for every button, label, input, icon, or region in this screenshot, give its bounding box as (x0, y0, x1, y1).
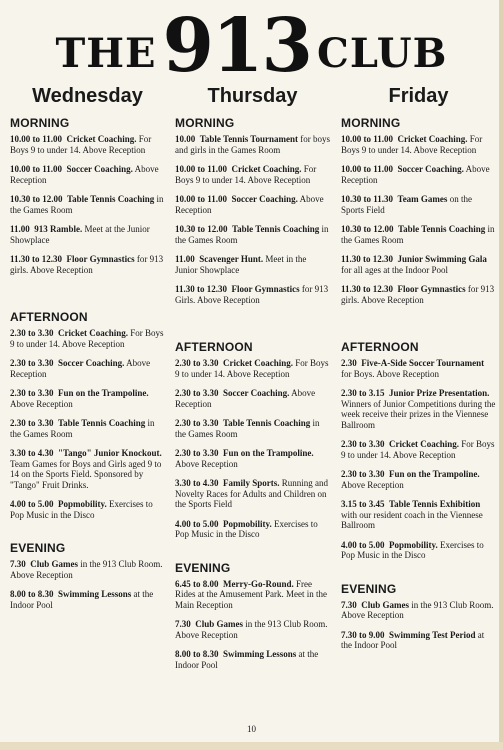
event-description: For Boys 9 to under 14. Above Reception (10, 134, 152, 155)
title-number: 913 (162, 3, 312, 90)
schedule-item (341, 194, 496, 215)
event-description: For Boys 9 to under 14. Above Reception (175, 358, 329, 379)
event-time: 10.00 to 11.00 (175, 194, 228, 204)
event-name: Cricket Coaching. (397, 134, 468, 144)
event-description: in the 913 Club Room. Above Reception (175, 619, 328, 640)
event-time: 2.30 to 3.30 (10, 358, 54, 368)
schedule-item (341, 358, 496, 379)
event-time: 10.00 to 11.00 (10, 164, 63, 174)
schedule-item (341, 254, 496, 275)
event-description: in the Games Room (10, 194, 164, 215)
schedule-item (175, 358, 330, 379)
schedule-item (175, 134, 330, 155)
event-description: Running and Novelty Races for Adults and Children on the Sports Field (175, 478, 329, 509)
schedule-item (175, 478, 330, 510)
event-name: Five-A-Side Soccer Tournament (361, 358, 485, 368)
schedule-item (175, 164, 330, 185)
event-description: Above Reception (341, 164, 490, 185)
day-column-thursday (175, 84, 330, 679)
schedule-item (10, 499, 165, 520)
day-column-wednesday (10, 84, 165, 619)
event-time: 2.30 to 3.30 (175, 448, 219, 458)
event-name: Fun on the Trampoline. (223, 448, 314, 458)
schedule-item (175, 649, 330, 670)
event-name: Soccer Coaching. (223, 388, 290, 398)
event-description: Free Rides at the Amusement Park. Meet in the Main Reception (175, 578, 327, 610)
event-description: in the 913 Club Room. Above Reception (10, 559, 163, 580)
schedule-item (10, 418, 165, 439)
schedule-item (175, 418, 330, 439)
event-name: Floor Gymnastics (397, 284, 466, 294)
event-time: 3.30 to 4.30 (175, 478, 219, 488)
event-description: for 913 Girls. Above Reception (175, 284, 329, 305)
section-heading: AFTERNOON (10, 310, 88, 324)
event-time: 3.30 to 4.30 (10, 448, 54, 458)
event-description: for Boys. Above Reception (341, 368, 439, 379)
event-time: 10.00 to 11.00 (175, 164, 228, 174)
schedule-item (10, 358, 165, 379)
section-heading: EVENING (341, 581, 397, 596)
event-time: 11.30 to 12.30 (175, 284, 228, 294)
event-description: For Boys 9 to under 14. Above Reception (10, 328, 164, 349)
event-description: in the Games Room (175, 224, 329, 245)
event-time: 2.30 to 3.30 (175, 358, 219, 368)
event-description: Team Games for Boys and Girls aged 9 to 14 on the Sports Field. Sponsored by "Tango" Fruit Drinks. (10, 458, 162, 490)
day-heading: Friday (388, 85, 449, 107)
event-time: 10.30 to 11.30 (341, 194, 394, 204)
event-description: for 913 girls. Above Reception (10, 254, 164, 275)
event-name: Cricket Coaching. (231, 164, 302, 174)
event-time: 11.30 to 12.30 (10, 254, 63, 264)
event-time: 2.30 to 3.30 (341, 439, 385, 449)
event-name: Swimming Lessons (223, 649, 297, 659)
event-name: Floor Gymnastics (231, 284, 300, 294)
schedule-item (175, 388, 330, 409)
event-time: 2.30 to 3.30 (10, 328, 54, 338)
event-description: for 913 girls. Above Reception (341, 284, 495, 305)
schedule-item (341, 134, 496, 155)
event-description: in the Games Room (10, 418, 155, 439)
event-name: Cricket Coaching. (58, 328, 128, 338)
event-name: Cricket Coaching. (389, 439, 459, 449)
schedule-item (10, 448, 165, 490)
event-time: 4.00 to 5.00 (341, 539, 385, 550)
event-time: 7.30 (341, 599, 357, 610)
schedule-item (341, 469, 496, 490)
event-description: Above Reception (175, 388, 316, 409)
page-number: 10 (247, 724, 256, 734)
schedule-item (341, 388, 496, 430)
event-name: Swimming Lessons (58, 589, 132, 599)
event-time: 2.30 to 3.30 (10, 388, 54, 398)
schedule-item (10, 194, 165, 215)
schedule-item (341, 284, 496, 305)
schedule-item (341, 164, 496, 185)
event-time: 10.30 to 12.00 (10, 194, 63, 204)
event-name: Club Games (195, 619, 244, 629)
event-name: Table Tennis Coaching (67, 194, 155, 204)
event-name: Popmobility. (389, 539, 438, 550)
section-heading: EVENING (175, 560, 231, 575)
event-name: Club Games (30, 559, 79, 569)
page-bottom-edge (0, 742, 503, 750)
event-name: "Tango" Junior Knockout. (58, 448, 162, 458)
event-time: 8.00 to 8.30 (175, 649, 219, 659)
schedule-item (175, 519, 330, 540)
event-name: Soccer Coaching. (58, 358, 125, 368)
event-name: Scavenger Hunt. (199, 254, 264, 264)
event-name: Table Tennis Coaching (398, 224, 486, 234)
event-description: For Boys 9 to under 14. Above Reception (341, 134, 483, 155)
event-time: 2.30 to 3.15 (341, 388, 385, 398)
section-heading: AFTERNOON (341, 340, 419, 354)
event-time: 11.00 (175, 254, 195, 264)
event-time: 6.45 to 8.00 (175, 578, 219, 589)
event-time: 4.00 to 5.00 (175, 518, 219, 529)
schedule-item (10, 164, 165, 185)
event-time: 10.30 to 12.00 (341, 224, 394, 234)
schedule-item (175, 448, 330, 469)
schedule-item (175, 194, 330, 215)
event-time: 10.00 to 11.00 (341, 164, 394, 174)
event-description: For Boys 9 to under 14. Above Reception (175, 164, 317, 185)
schedule-item (10, 559, 165, 580)
section-heading: MORNING (10, 116, 70, 130)
event-description: with our resident coach in the Viennese Ballroom (341, 509, 483, 530)
event-description: at the Indoor Pool (10, 589, 154, 610)
event-time: 8.00 to 8.30 (10, 589, 54, 599)
event-description: Above Reception (175, 194, 324, 215)
event-time: 11.30 to 12.30 (341, 254, 394, 264)
event-name: Fun on the Trampoline. (58, 388, 149, 398)
event-name: Floor Gymnastics (66, 254, 135, 264)
event-name: Team Games (397, 194, 448, 204)
schedule-item (175, 579, 330, 611)
event-description: in the Games Room (175, 418, 320, 439)
event-time: 11.30 to 12.30 (341, 284, 394, 294)
schedule-item (10, 589, 165, 610)
schedule-item (10, 224, 165, 245)
schedule-item (341, 540, 496, 561)
event-description: in the Games Room (341, 224, 495, 245)
schedule-item (341, 600, 496, 621)
event-name: Merry-Go-Round. (223, 578, 294, 589)
event-name: Table Tennis Coaching (58, 418, 146, 428)
schedule-item (10, 254, 165, 275)
page-edge (499, 0, 503, 750)
event-time: 11.00 (10, 224, 30, 234)
event-time: 7.30 (175, 619, 191, 629)
event-description: at the Indoor Pool (341, 629, 485, 650)
event-name: Table Tennis Coaching (223, 418, 311, 428)
event-name: Soccer Coaching. (397, 164, 464, 174)
event-time: 4.00 to 5.00 (10, 499, 54, 509)
schedule-item (175, 284, 330, 305)
schedule-item (341, 630, 496, 651)
schedule-item (10, 328, 165, 349)
day-heading: Wednesday (32, 85, 143, 107)
event-description: Exercises to Pop Music in the Disco (341, 539, 484, 560)
event-time: 2.30 to 3.30 (175, 418, 219, 428)
event-description: Meet in the Junior Showplace (175, 254, 307, 275)
event-time: 2.30 (341, 358, 357, 368)
event-time: 10.00 to 11.00 (10, 134, 63, 144)
event-time: 7.30 (10, 559, 26, 569)
event-name: Table Tennis Tournament (199, 134, 298, 144)
day-heading: Thursday (207, 85, 298, 107)
event-description: Meet at the Junior Showplace (10, 224, 150, 245)
schedule-item (10, 388, 165, 409)
event-name: Family Sports. (223, 478, 280, 488)
event-description: on the Sports Field (341, 194, 472, 215)
event-name: Soccer Coaching. (66, 164, 133, 174)
event-description: For Boys 9 to under 14. Above Reception (341, 439, 495, 460)
event-time: 10.00 (175, 134, 196, 144)
event-time: 7.30 to 9.00 (341, 629, 385, 640)
event-time: 2.30 to 3.30 (341, 469, 385, 479)
event-name: Popmobility. (58, 499, 107, 509)
schedule-item (175, 254, 330, 275)
event-time: 3.15 to 3.45 (341, 499, 385, 509)
section-heading: MORNING (341, 116, 401, 130)
schedule-item (10, 134, 165, 155)
event-description: at the Indoor Pool (175, 649, 319, 670)
event-description: Exercises to Pop Music in the Disco (175, 518, 318, 539)
event-description: Above Reception (175, 458, 238, 469)
section-heading: AFTERNOON (175, 340, 253, 354)
event-description: in the 913 Club Room. Above Reception (341, 599, 494, 620)
schedule-item (341, 439, 496, 460)
section-heading: EVENING (10, 541, 66, 555)
schedule-item (341, 499, 496, 531)
title-the: THE (55, 30, 157, 77)
schedule-item (341, 224, 496, 245)
event-time: 10.00 to 11.00 (341, 134, 394, 144)
event-name: Swimming Test Period (389, 629, 476, 640)
event-time: 2.30 to 3.30 (10, 418, 54, 428)
event-description: Above Reception (10, 398, 73, 409)
event-name: Junior Swimming Gala (397, 254, 487, 264)
title-club: CLUB (317, 30, 448, 77)
event-description: Exercises to Pop Music in the Disco (10, 499, 153, 520)
event-name: Club Games (361, 599, 410, 610)
page-title (0, 2, 503, 90)
event-description: for boys and girls in the Games Room (175, 134, 330, 155)
event-description: Above Reception (10, 358, 151, 379)
event-description: for all ages at the Indoor Pool (341, 264, 448, 275)
event-time: 2.30 to 3.30 (175, 388, 219, 398)
event-name: Table Tennis Coaching (232, 224, 320, 234)
schedule-item (175, 619, 330, 640)
event-description: Above Reception (10, 164, 159, 185)
event-name: Junior Prize Presentation. (389, 388, 490, 398)
event-name: Fun on the Trampoline. (389, 469, 480, 479)
event-name: Table Tennis Exhibition (389, 499, 481, 509)
day-column-friday (341, 84, 496, 660)
event-name: 913 Ramble. (34, 224, 83, 234)
section-heading: MORNING (175, 116, 235, 130)
event-name: Cricket Coaching. (223, 358, 293, 368)
event-name: Soccer Coaching. (231, 194, 298, 204)
event-description: Winners of Junior Competitions during the week receive their prizes in the Viennese Ballroom (341, 398, 496, 430)
event-name: Popmobility. (223, 518, 272, 529)
event-time: 10.30 to 12.00 (175, 224, 228, 234)
schedule-item (175, 224, 330, 245)
event-description: Above Reception (341, 479, 404, 490)
event-name: Cricket Coaching. (66, 134, 137, 144)
